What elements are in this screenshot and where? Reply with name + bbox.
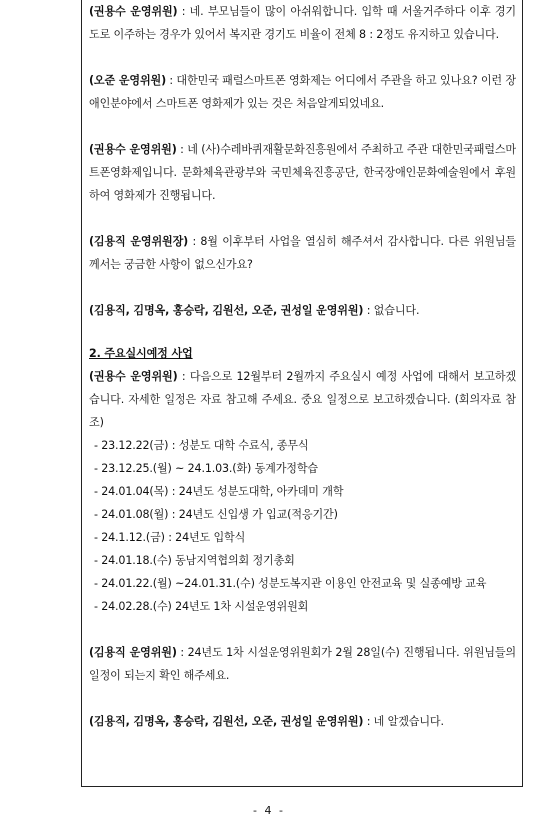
minutes-paragraph [89,710,516,733]
paragraph-spacer [89,322,516,342]
paragraph-spacer [89,276,516,299]
paragraph-spacer [89,115,516,138]
minutes-paragraph [89,365,516,434]
speaker-name: (권용수 운영위원) [89,370,178,383]
minutes-paragraph [89,138,516,207]
schedule-item: - 23.12.25.(월) ~ 24.1.03.(화) 동계가정학습 [94,462,318,475]
paragraph-spacer [89,207,516,230]
schedule-item: - 24.01.08(월) : 24년도 신입생 가 입교(적응기간) [94,508,338,521]
statement-text: : 24년도 1차 시설운영위원회가 2월 28일(수) 진행됩니다. 위원님들의 일정이 되는지 확인 해주세요. [89,646,516,682]
schedule-item: - 24.01.22.(월) ~24.01.31.(수) 성분도복지관 이용인 안전교육 및 실종예방 교육 [94,577,487,590]
minutes-paragraph [89,0,516,46]
speaker-name: (김용직, 김명옥, 홍승락, 김원선, 오준, 권성일 운영위원) [89,304,364,317]
paragraph-spacer [89,618,516,641]
schedule-item: - 24.1.12.(금) : 24년도 입학식 [94,531,246,544]
statement-text: : 8월 이후부터 사업을 열심히 해주셔서 감사합니다. 다른 위원님들께서는 궁금한 사항이 없으신가요? [89,235,516,271]
paragraph-spacer [89,46,516,69]
speaker-name: (김용직 운영위원) [89,646,177,659]
schedule-item: - 24.02.28.(수) 24년도 1차 시설운영위원회 [94,600,309,613]
statement-text: : 네 알겠습니다. [363,715,444,728]
page-number: - 4 - [253,804,285,817]
speaker-name: (권용수 운영위원) [89,143,177,156]
statement-text: : 네 (사)수레바퀴재활문화진흥원에서 주최하고 주관 대한민국패럴스마트폰영화제입니다. 문화체육관광부와 국민체육진흥공단, 한국장애인문화예술원에서 후원하여 영화제가 진행됩니다. [89,143,516,202]
schedule-item: - 24.01.18.(수) 동남지역협의회 정기총회 [94,554,295,567]
minutes-paragraph [89,69,516,115]
speaker-name: (권용수 운영위원) [89,5,178,18]
paragraph-spacer [89,687,516,710]
speaker-name: (김용직, 김명옥, 홍승락, 김원선, 오준, 권성일 운영위원) [89,715,364,728]
statement-text: : 없습니다. [363,304,420,317]
minutes-paragraph [89,230,516,276]
schedule-item: - 24.01.04(목) : 24년도 성분도대학, 아카데미 개학 [94,485,344,498]
section-heading: 2. 주요실시예정 사업 [89,347,193,360]
minutes-content-box [81,0,523,787]
statement-text: : 다음으로 12월부터 2월까지 주요실시 예정 사업에 대해서 보고하겠습니다. 자세한 일정은 자료 참고해 주세요. 중요 일정으로 보고하겠습니다. (회의자료 참조) [89,370,516,429]
minutes-paragraph [89,641,516,687]
speaker-name: (오준 운영위원) [89,74,166,87]
statement-text: : 네. 부모님들이 많이 아쉬워합니다. 입학 때 서울거주하다 이후 경기도로 이주하는 경우가 있어서 복지관 경기도 비율이 전체 8 : 2정도 유지하고 있습니다. [89,5,516,41]
schedule-item: - 23.12.22(금) : 성분도 대학 수료식, 종무식 [94,439,309,452]
statement-text: : 대한민국 패럴스마트폰 영화제는 어디에서 주관을 하고 있나요? 이런 장애인분야에서 스마트폰 영화제가 있는 것은 처음알게되었네요. [89,74,516,110]
minutes-paragraph [89,299,516,322]
schedule-list [89,434,516,618]
speaker-name: (김용직 운영위원장) [89,235,189,248]
